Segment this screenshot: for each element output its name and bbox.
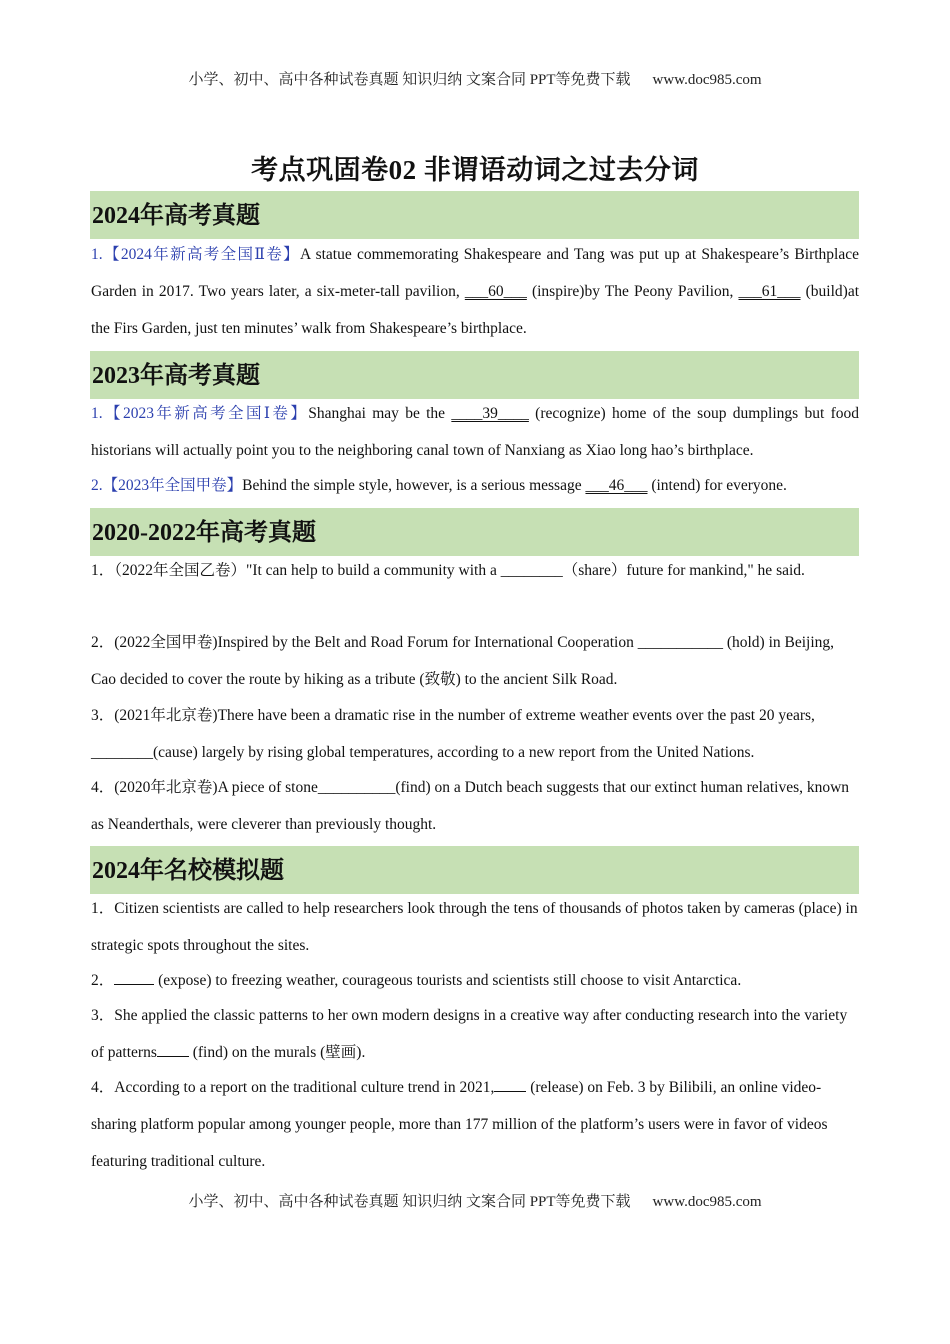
- question-mock-2: 2． (expose) to freezing weather, courageous tourists and scientists still choose to visit Antarctica.: [91, 972, 742, 989]
- answer-blank: [114, 970, 154, 985]
- question-mock-4: 4．According to a report on the traditional culture trend in 2021, (release) on Feb. 3 by Bilibili, an online video-sharing platform popular among younger people, more than 177 million of the platform’s users were in favor of videos featuring traditional culture.: [91, 1079, 828, 1170]
- question-number: 2．: [91, 972, 115, 989]
- section-heading-2020-2022: 2020-2022年高考真题: [90, 508, 859, 556]
- page-header: [0, 68, 950, 89]
- section-heading-2024-mock: 2024年名校模拟题: [90, 846, 859, 894]
- section-heading-2024: 2024年高考真题: [90, 191, 859, 239]
- question-source: 【2024年新高考全国Ⅱ卷】: [102, 246, 301, 263]
- question-source: 【2023年新高考全国Ⅰ卷】: [102, 405, 309, 422]
- footer-url[interactable]: www.doc985.com: [652, 1194, 762, 1210]
- question-number: 2.: [91, 477, 103, 494]
- question-mock-3: 3．She applied the classic patterns to her own modern designs in a creative way after conducting research into the variety of patterns (find) on the murals (壁画).: [91, 1007, 848, 1061]
- page-footer: [0, 1190, 950, 1211]
- question-2020-2: 2．(2022全国甲卷)Inspired by the Belt and Road Forum for International Cooperation ___________ (hold) in Beijing, Cao decided to cover the route by hiking as a tribute (致敬) to the ancient Silk Road.: [91, 634, 835, 688]
- question-2023-1: 1.【2023年新高考全国Ⅰ卷】Shanghai may be the ____39____ (recognize) home of the soup dumplings but food historians will actually point you to the neighboring canal town of Nanxiang as Xiao long hao’s birthplace.: [91, 405, 859, 459]
- question-source: 【2023年全国甲卷】: [102, 477, 243, 494]
- answer-blank: [494, 1077, 526, 1092]
- question-2024-1: 1.【2024年新高考全国Ⅱ卷】A statue commemorating Shakespeare and Tang was put up at Shakespeare’s Birthplace Garden in 2017. Two years later, a six-meter-tall pavilion, ___60___ (inspire)by The Peony Pavilion, ___61___ (build)at the Firs Garden, just ten minutes’ walk from Shakespeare’s birthplace.: [91, 246, 859, 337]
- answer-blank-61: ___61___: [738, 283, 801, 300]
- answer-blank-39: ____39____: [451, 405, 529, 422]
- answer-blank: [157, 1042, 189, 1057]
- question-mock-1: 1．Citizen scientists are called to help researchers look through the tens of thousands of photos taken by cameras (place) in strategic spots throughout the sites.: [91, 900, 858, 954]
- question-2023-2: 2.【2023年全国甲卷】Behind the simple style, however, is a serious message ___46___ (intend) for everyone.: [91, 477, 787, 494]
- question-2020-3: 3．(2021年北京卷)There have been a dramatic rise in the number of extreme weather events over the past 20 years, ________(cause) largely by rising global temperatures, according to a new report from the United Nations.: [91, 707, 815, 761]
- question-2020-1: 1．（2022年全国乙卷）"It can help to build a community with a ________（share）future for mankind," he said.: [91, 562, 805, 579]
- header-text: 小学、初中、高中各种试卷真题 知识归纳 文案合同 PPT等免费下载: [188, 72, 631, 88]
- question-2020-4: 4．(2020年北京卷)A piece of stone__________(find) on a Dutch beach suggests that our extinct human relatives, known as Neanderthals, were cleverer than previously thought.: [91, 779, 850, 833]
- header-url[interactable]: www.doc985.com: [652, 72, 762, 88]
- section-heading-2023: 2023年高考真题: [90, 351, 859, 399]
- question-number: 1.: [91, 405, 103, 422]
- question-number: 1.: [91, 246, 103, 263]
- answer-blank-60: ___60___: [464, 283, 527, 300]
- page-title: 考点巩固卷02 非谓语动词之过去分词: [251, 155, 699, 185]
- footer-text: 小学、初中、高中各种试卷真题 知识归纳 文案合同 PPT等免费下载: [188, 1194, 631, 1210]
- answer-blank-46: ___46___: [585, 477, 648, 494]
